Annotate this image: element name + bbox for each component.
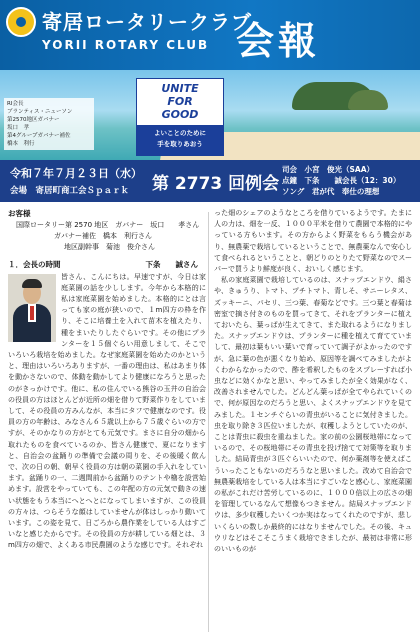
- duty-song: ソング 君が代 奉仕の理想: [282, 187, 380, 196]
- officer-line: RI会長: [7, 101, 24, 107]
- theme-line-2: FOR: [167, 95, 193, 108]
- theme-line-1: UNITE: [161, 82, 199, 95]
- officer-line: 橋本 利行: [7, 141, 35, 147]
- right-column: [214, 208, 412, 555]
- column-divider: [208, 212, 209, 632]
- club-name-jp: 寄居ロータリークラブ: [42, 10, 252, 34]
- newsletter-title: 会報: [236, 18, 321, 63]
- title-band: [0, 0, 420, 70]
- theme-subtitle: [137, 125, 223, 155]
- article-paragraph: った畑のシェアのようなところを借りているようです。たまに人の力は、畑を一反、１０００平米を借りて農園で本格的にやっている方もいます。その方からよく野菜をもらう機会があり、無農薬で栽培しているということで、無農薬なんで安心して食べられるということと、朝どりのとりたて野菜なのでスーパーで買うより鮮度が良く、おいしく感じます。: [214, 209, 412, 274]
- theme-line-3: GOOD: [161, 108, 199, 121]
- island-shape-small: [348, 90, 388, 110]
- section-speaker: 下条 誠さん: [145, 259, 198, 269]
- guest-line: 国際ロータリー第 2570 地区 ガバナー 坂口 孝さん: [16, 221, 200, 229]
- meeting-venue: 会場 寄居町商工会Ｓｐａｒｋ: [10, 186, 130, 196]
- officer-line: 第2570地区ガバナー: [7, 117, 60, 123]
- newsletter-header: [0, 0, 420, 160]
- section-heading: [8, 258, 206, 272]
- officer-line: 坂口 孝: [7, 125, 30, 131]
- left-column: [8, 208, 206, 552]
- duty-bell: 点鐘 下条 誠会長（12：30）: [282, 176, 401, 185]
- guest-line: 地区副幹事 菊池 俊介さん: [64, 243, 155, 252]
- officer-line: 第4グループガバナー補佐: [7, 133, 71, 139]
- guest-line: ガバナー補佐 橋本 利行さん: [54, 232, 152, 241]
- section-title: １．会長の時間: [8, 259, 61, 269]
- guests-heading: お客様: [8, 209, 31, 218]
- club-name-en: YORII ROTARY CLUB: [42, 38, 210, 52]
- president-photo: [8, 274, 56, 342]
- duty-mc: 司会 小宮 俊光（SAA）: [282, 165, 375, 174]
- meeting-date: 令和７年７月２３日（水）: [10, 167, 142, 180]
- theme-sub-2: 手を取りあおう: [157, 140, 203, 148]
- officer-line: ブランティス・ニューソン: [7, 109, 73, 115]
- article-paragraph: 私の家庭菜園で栽培しているのは、スナップエンドウ、絹さや、きゅうり、トマト、プチトマト、青しそ、サニーレタス、ズッキーニ、パセリ、三つ葉、春菊などです。三つ葉と春菊は密室で摘さ付きのものを買ってきて、それをプランターに植えておいたら、葉っぱが生えてきて、また取れるようになりました。スナップエンドウは、プランターに種を植えて育てていまして、最初は葉もいい葉いで育っていて調子がよかったのですが、急に葉の色が悪くなり始め、原因等を調べてみましたがよくわからなかったので、酢を希釈したものをスプレーすれば小虫などに効くかなと思い、やってみましたが全く効果がなく、改善されませんでした。どんどん葉っぱが全てやられていくので、何が原因なのだろうと思い、よくスナップエンドウを見てみました。１センチぐらいの青虫がいることに気付きました。虫を取り除き３匹位いましたが、収穫しようとしていたのが、ことは青虫に殺虫を重ねました。家の前の公園桜地帯になっているので、その桜地帯にその青虫を投げ捨てて対策等を取りました。結局青虫が３匹ぐらいいたので、何か薬剤等を使えばこういったこともないのだろうなと思いました。改めて自治会で無農薬栽培をしている人は本当にすごいなと感心し、家庭菜園の私がこれだけ苦労しているのに、１０００倍以上の広さの畑を管理しているなんて想像もつきません。結局スナップエンドウは、多少収穫したいくつか実はなってくれたのですが、悲しいくらいの数しか最終的にはなりませんでした。その後、キュウリなどはそこそこうまく栽培できましたが、最初は非常に形のいいものが: [214, 276, 412, 554]
- article-paragraph: 皆さん、こんにちは。早速ですが、今日は家庭菜園の話を少しします。今年から本格的に私は家庭菜園を始めました。本格的にとは言っても家の庭が狭いので、１m四方の枠を作り、そこに培養土を入れて苗木を植えたり、種をまいたりしたぐらいです。その他にプランターを１５個ぐらい用意しまして、そこでいろいろ栽培を始めました。なぜ家庭菜園を始めたのかというと、理由はいろいろありますが、一番の理由は、私はあまり体を動かさないので、体動を動かしてより健康になろうと思ったのがきっかけです。他に、私の住んでいる熊谷の玉井の自治会の役員の方はほとんどが近所の畑を借りて野菜作りをしていまして、その役員の方みんなが、本当にタフで健康なのです。役員の方の年齢は、みなさん６５歳以上から７５歳ぐらいの方ですが、そのかなりの方がとても元気です。まさに自分の畑から取れたものを食べているのか、皆さん健康で、夏になりますと、自治会の盆踊りの準備で会議の周りを、その後暖く飲んで、次の日の朝、朝早く役員の方は朝の菜園の手入れをしています。盆踊りの一、二週間前から盆踊りのテントや櫓を設営始めます。設営をやっていても、この年配の方の元気で動きの速い状態をもう本当にへとへとになってしまいますが、この役員の方々は、つらそうな顔はしていませんが体はしっかり動いています。この姿を見て、日ごろから農作業をしている人はすごいなと感じたからです。その役員の方が耕している畑とは、３m四方の畑で、よくある市民農園のような感じです。それぞれ: [8, 272, 206, 550]
- article-body: [0, 208, 420, 637]
- theme-text: [137, 79, 223, 123]
- officer-list: [4, 98, 94, 150]
- meeting-number: 第 2773 回例会: [152, 174, 280, 194]
- theme-sub-1: よいことのために: [154, 129, 206, 137]
- meeting-duties: [282, 164, 400, 197]
- rotary-wheel-icon: [6, 7, 36, 37]
- meeting-info-bar: [0, 160, 420, 202]
- theme-logo: [136, 78, 224, 156]
